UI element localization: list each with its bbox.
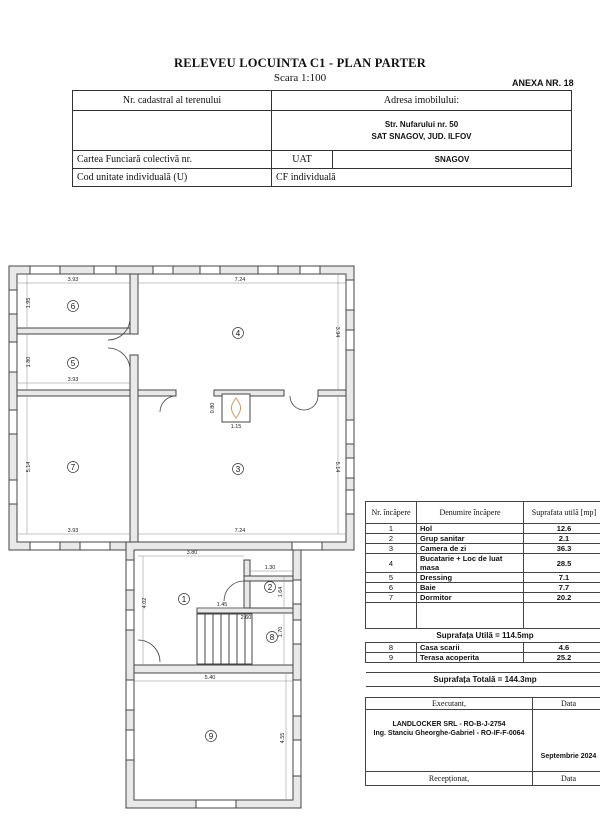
cell: 4 (366, 554, 417, 573)
room-label: 6 (70, 302, 76, 311)
table-row (366, 534, 600, 544)
scale-label: Scara 1:100 (273, 72, 327, 84)
dim-label: 4.55 (280, 732, 286, 744)
cell: Dormitor (417, 593, 524, 603)
cell: Bucatarie + Loc de luat masa (417, 554, 524, 573)
dim-label: 7.24 (234, 528, 246, 534)
cell: Terasa acoperita (417, 653, 524, 663)
address-line1: Str. Nufarului nr. 50 (384, 119, 459, 129)
room-label: 4 (235, 329, 241, 338)
cell: 28.5 (524, 554, 600, 573)
grand-total: Suprafața Totală = 144.3mp (366, 673, 600, 687)
table-row (366, 544, 600, 554)
cell: 20.2 (524, 593, 600, 603)
address-label: Adresa imobilului: (272, 91, 572, 111)
dim-label: 1.80 (26, 356, 32, 368)
dim-label: 1.70 (278, 626, 284, 638)
engineer-name: Ing. Stanciu Gheorghe-Gabriel - RO-IF-F-0064 (373, 730, 525, 737)
room-label: 9 (208, 732, 214, 741)
room-label: 1 (181, 595, 187, 604)
cell: 12.6 (524, 524, 600, 534)
cod-label: Cod unitate individuală (U) (73, 169, 272, 187)
page-title: RELEVEU LOCUINTA C1 - PLAN PARTER (174, 56, 426, 70)
room-label: 7 (70, 463, 76, 472)
room-label: 2 (267, 583, 273, 592)
data-label-2: Data (533, 772, 600, 786)
table-row (366, 643, 600, 653)
dim-label: 5.14 (334, 461, 340, 473)
cell: 7 (366, 593, 417, 603)
cell: 5 (366, 573, 417, 583)
room-label: 8 (269, 633, 275, 642)
cell: 7.7 (524, 583, 600, 593)
dim-label: 4.02 (142, 597, 148, 609)
dim-label: 3.94 (334, 326, 340, 338)
table-row (366, 573, 600, 583)
dim-label: 3.93 (67, 528, 79, 534)
col-area: Suprafata utilă [mp] (524, 502, 600, 524)
table-row (366, 554, 600, 573)
rooms-table (365, 501, 600, 687)
dim-label: 3.93 (67, 377, 79, 383)
dim-label: 1.30 (264, 565, 276, 571)
dim-label: 5.14 (26, 461, 32, 473)
annex-label: ANEXA NR. 18 (512, 78, 574, 88)
cell: 25.2 (524, 653, 600, 663)
dim-label: 3.93 (67, 277, 79, 283)
dim-label: 3.80 (186, 550, 198, 556)
cell: 36.3 (524, 544, 600, 554)
sign-date: Septembrie 2024 (533, 710, 600, 772)
cell: Dressing (417, 573, 524, 583)
dim-label: 1.15 (230, 424, 242, 430)
dim-label: 1.45 (216, 602, 228, 608)
receptionat-label: Recepționat, (366, 772, 533, 786)
table-row (366, 593, 600, 603)
dim-label: 1.95 (26, 297, 32, 309)
carte-label: Cartea Funciară colectivă nr. (73, 151, 272, 169)
cell: 2.1 (524, 534, 600, 544)
company-name: LANDLOCKER SRL - RO-B-J-2754 (392, 721, 506, 728)
dim-label: 2.60 (240, 615, 252, 621)
room-label: 5 (70, 359, 76, 368)
dim-label: 0.80 (210, 402, 216, 414)
cell: 3 (366, 544, 417, 554)
table-row (366, 583, 600, 593)
cell: Baie (417, 583, 524, 593)
uat-label: UAT (272, 151, 333, 169)
col-name: Denumire încăpere (417, 502, 524, 524)
dim-label: 7.24 (234, 277, 246, 283)
cell: Casa scarii (417, 643, 524, 653)
cell: Grup sanitar (417, 534, 524, 544)
cell: Hol (417, 524, 524, 534)
cell: 9 (366, 653, 417, 663)
cell: 4.6 (524, 643, 600, 653)
useful-total: Suprafața Utilă = 114.5mp (366, 629, 600, 643)
address-line2: SAT SNAGOV, JUD. ILFOV (371, 131, 472, 141)
signature-table (365, 697, 600, 786)
cell: 1 (366, 524, 417, 534)
uat-value: SNAGOV (434, 155, 470, 164)
table-row (366, 524, 600, 534)
room-label: 3 (235, 465, 241, 474)
data-label: Data (533, 698, 600, 710)
dim-label: 1.64 (278, 586, 284, 598)
cell: 6 (366, 583, 417, 593)
cell: Camera de zi (417, 544, 524, 554)
cf-label: CF individuală (272, 169, 572, 187)
executant-label: Executant, (366, 698, 533, 710)
cadastral-label: Nr. cadastral al terenului (73, 91, 272, 111)
table-row (366, 653, 600, 663)
cell: 2 (366, 534, 417, 544)
cell: 8 (366, 643, 417, 653)
dim-label: 5.40 (204, 675, 216, 681)
cell: 7.1 (524, 573, 600, 583)
col-nr: Nr. încăpere (366, 502, 417, 524)
